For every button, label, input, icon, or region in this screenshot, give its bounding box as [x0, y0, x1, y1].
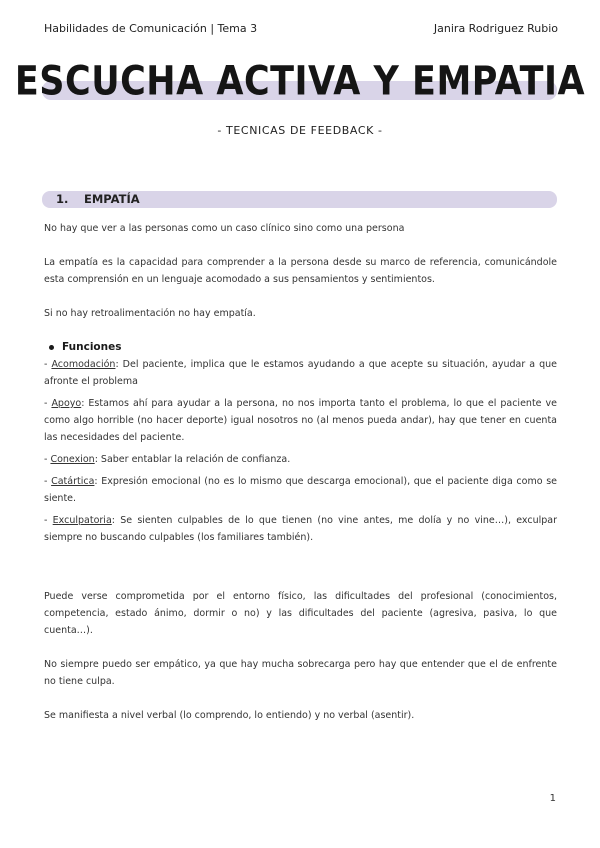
- functions-heading: Funciones: [44, 339, 557, 356]
- function-desc: : Estamos ahí para ayudar a la persona, no nos importa tanto el problema, lo que el paciente ve como algo horrible (no hacer deporte) igual nosotros no (al menos pueda andar), hay que tener en cuenta las necesidades del paciente.: [44, 398, 557, 443]
- function-item: - Apoyo: Estamos ahí para ayudar a la persona, no nos importa tanto el problema, lo que el paciente ve como algo horrible (no hacer deporte) igual nosotros no (al menos pueda andar), hay que tener en cuenta las necesidades del paciente.: [44, 398, 557, 443]
- paragraph: Puede verse comprometida por el entorno físico, las dificultades del profesional (conocimientos, competencia, estado ánimo, dormir o no) y las dificultades del paciente (agresiva, pasiva, lo que cuenta…).: [44, 591, 557, 636]
- page-title: ESCUCHA ACTIVA Y EMPATIA: [14, 59, 586, 105]
- function-item: - Acomodación: Del paciente, implica que le estamos ayudando a que acepte su situación, ayudar a que afronte el problema: [44, 359, 557, 387]
- paragraph: Si no hay retroalimentación no hay empatía.: [44, 308, 256, 319]
- section-title: EMPATÍA: [84, 192, 140, 206]
- paragraph: La empatía es la capacidad para comprender a la persona desde su marco de referencia, comunicándole esta comprensión en un lenguaje acomodado a sus pensamientos y sentimientos.: [44, 257, 557, 285]
- function-item: - Conexion: Saber entablar la relación de confianza.: [44, 454, 291, 465]
- paragraph: Se manifiesta a nivel verbal (lo comprendo, lo entiendo) y no verbal (asentir).: [44, 710, 415, 721]
- function-term: Exculpatoria: [52, 515, 112, 526]
- function-term: Conexion: [50, 454, 95, 465]
- page-subtitle: - TECNICAS DE FEEDBACK -: [217, 124, 383, 137]
- function-desc: : Saber entablar la relación de confianza.: [94, 454, 291, 465]
- document-body: [44, 220, 557, 724]
- page-number: 1: [549, 793, 556, 804]
- function-desc: : Del paciente, implica que le estamos ayudando a que acepte su situación, ayudar a que afronte el problema: [44, 359, 557, 387]
- paragraph: No siempre puedo ser empático, ya que hay mucha sobrecarga pero hay que entender que el de enfrente no tiene culpa.: [44, 659, 557, 687]
- function-term: Acomodación: [51, 359, 116, 370]
- function-item: - Exculpatoria: Se sienten culpables de lo que tienen (no vine antes, me dolía y no vine…), exculpar siempre no buscando culpables (los familiares también).: [44, 515, 557, 543]
- paragraph: No hay que ver a las personas como un caso clínico sino como una persona: [44, 223, 405, 234]
- function-term: Apoyo: [51, 398, 82, 409]
- section-number: 1.: [56, 192, 69, 206]
- function-item: - Catártica: Expresión emocional (no es lo mismo que descarga emocional), que el paciente diga como se siente.: [44, 476, 557, 504]
- header-course: Habilidades de Comunicación | Tema 3: [44, 22, 258, 35]
- page-header: [44, 22, 558, 35]
- function-desc: : Se sienten culpables de lo que tienen (no vine antes, me dolía y no vine…), exculpar siempre no buscando culpables (los familiares también).: [44, 515, 557, 543]
- header-author: Janira Rodriguez Rubio: [433, 22, 558, 35]
- function-term: Catártica: [51, 476, 95, 487]
- section-heading: [56, 192, 140, 206]
- function-desc: : Expresión emocional (no es lo mismo que descarga emocional), que el paciente diga como se siente.: [44, 476, 557, 504]
